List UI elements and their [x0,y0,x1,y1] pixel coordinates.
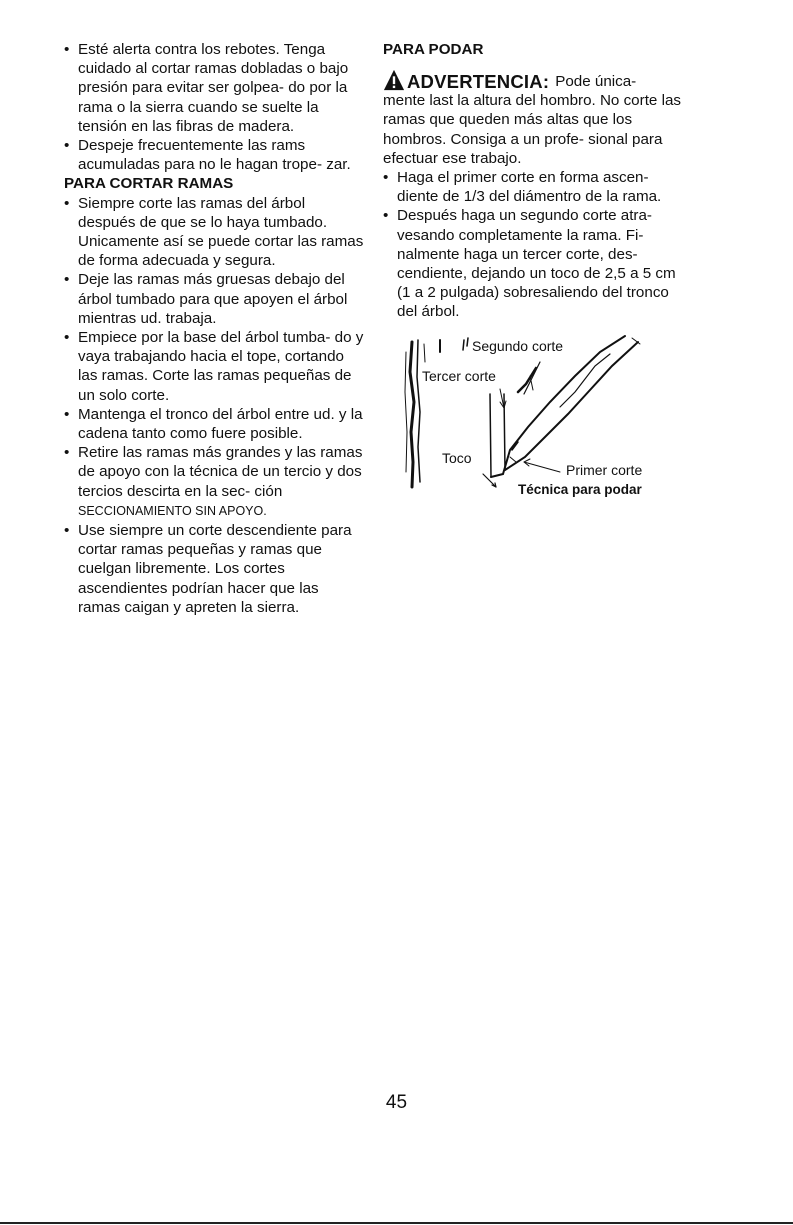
list-item: • Mantenga el tronco del árbol entre ud. y la cadena tanto como fuere posible. [64,405,364,443]
warning-label: ADVERTENCIA: [407,71,550,92]
warning-heading [383,69,683,91]
label-second-cut: Segundo corte [472,338,564,354]
left-column [64,40,364,617]
list-item: • Use siempre un corte descendiente para cortar ramas pequeñas y ramas que cuelgan libremente. Los cortes ascendientes podrían hacer que las ramas caigan y apreten la sierra. [64,521,364,617]
label-third-cut: Tercer corte [422,368,496,384]
list-item: • Siempre corte las ramas del árbol después de que se lo haya tumbado. Unicamente así se puede cortar las ramas de forma adecuada y segura. [64,194,364,271]
list-item: • Después haga un segundo corte atra- vesando completamente la rama. Fi- nalmente haga un tercer corte, des- cendiente, dejando un toco de 2,5 a 5 cm (1 a 2 pulgada) sobresaliendo del tronco del árbol. [383,206,683,321]
warning-triangle-icon [383,69,405,91]
right-column [383,40,683,322]
bottom-rule [0,1222,793,1224]
figure-caption: Técnica para podar [518,482,642,497]
page-number: 45 [385,1092,408,1113]
bullet-list-rebound [64,40,364,174]
list-item: • Esté alerta contra los rebotes. Tenga cuidado al cortar ramas dobladas o bajo presión para evitar ser golpea- do por la rama o la sierra cuando se suelte la tensión en las fibras de madera. [64,40,364,136]
bullet-list-limbing [64,194,364,617]
list-item: • Despeje frecuentemente las rams acumuladas para no le hagan trope- zar. [64,136,364,174]
list-item-text: Retire las ramas más grandes y las ramas de apoyo con la técnica de un tercio y dos tercios descirta en la sec- ción [78,444,363,500]
pruning-technique-figure [400,332,700,512]
section-heading-pruning: PARA PODAR [383,41,484,58]
section-heading-limbing: PARA CORTAR RAMAS [64,175,234,193]
list-item: • Haga el primer corte en forma ascen- diente de 1/3 del diámentro de la rama. [383,168,683,206]
label-stub: Toco [442,450,472,466]
list-item: • Empiece por la base del árbol tumba- do y vaya trabajando hacia el tope, cortando las ramas. Corte las ramas pequeñas de un solo corte. [64,328,364,405]
warning-text-start: Pode única- [555,73,637,90]
section-reference: SECCIONAMIENTO SIN APOYO. [78,503,267,518]
label-first-cut: Primer corte [566,462,643,478]
bullet-list-pruning [383,168,683,322]
warning-text: mente last la altura del hombro. No corte las ramas que queden más altas que los hombros. Consiga a un profe- sional para efectuar ese trabajo. [383,92,681,167]
list-item [64,443,364,521]
list-item: • Deje las ramas más gruesas debajo del árbol tumbado para que apoyen el árbol mientras ud. trabaja. [64,270,364,328]
